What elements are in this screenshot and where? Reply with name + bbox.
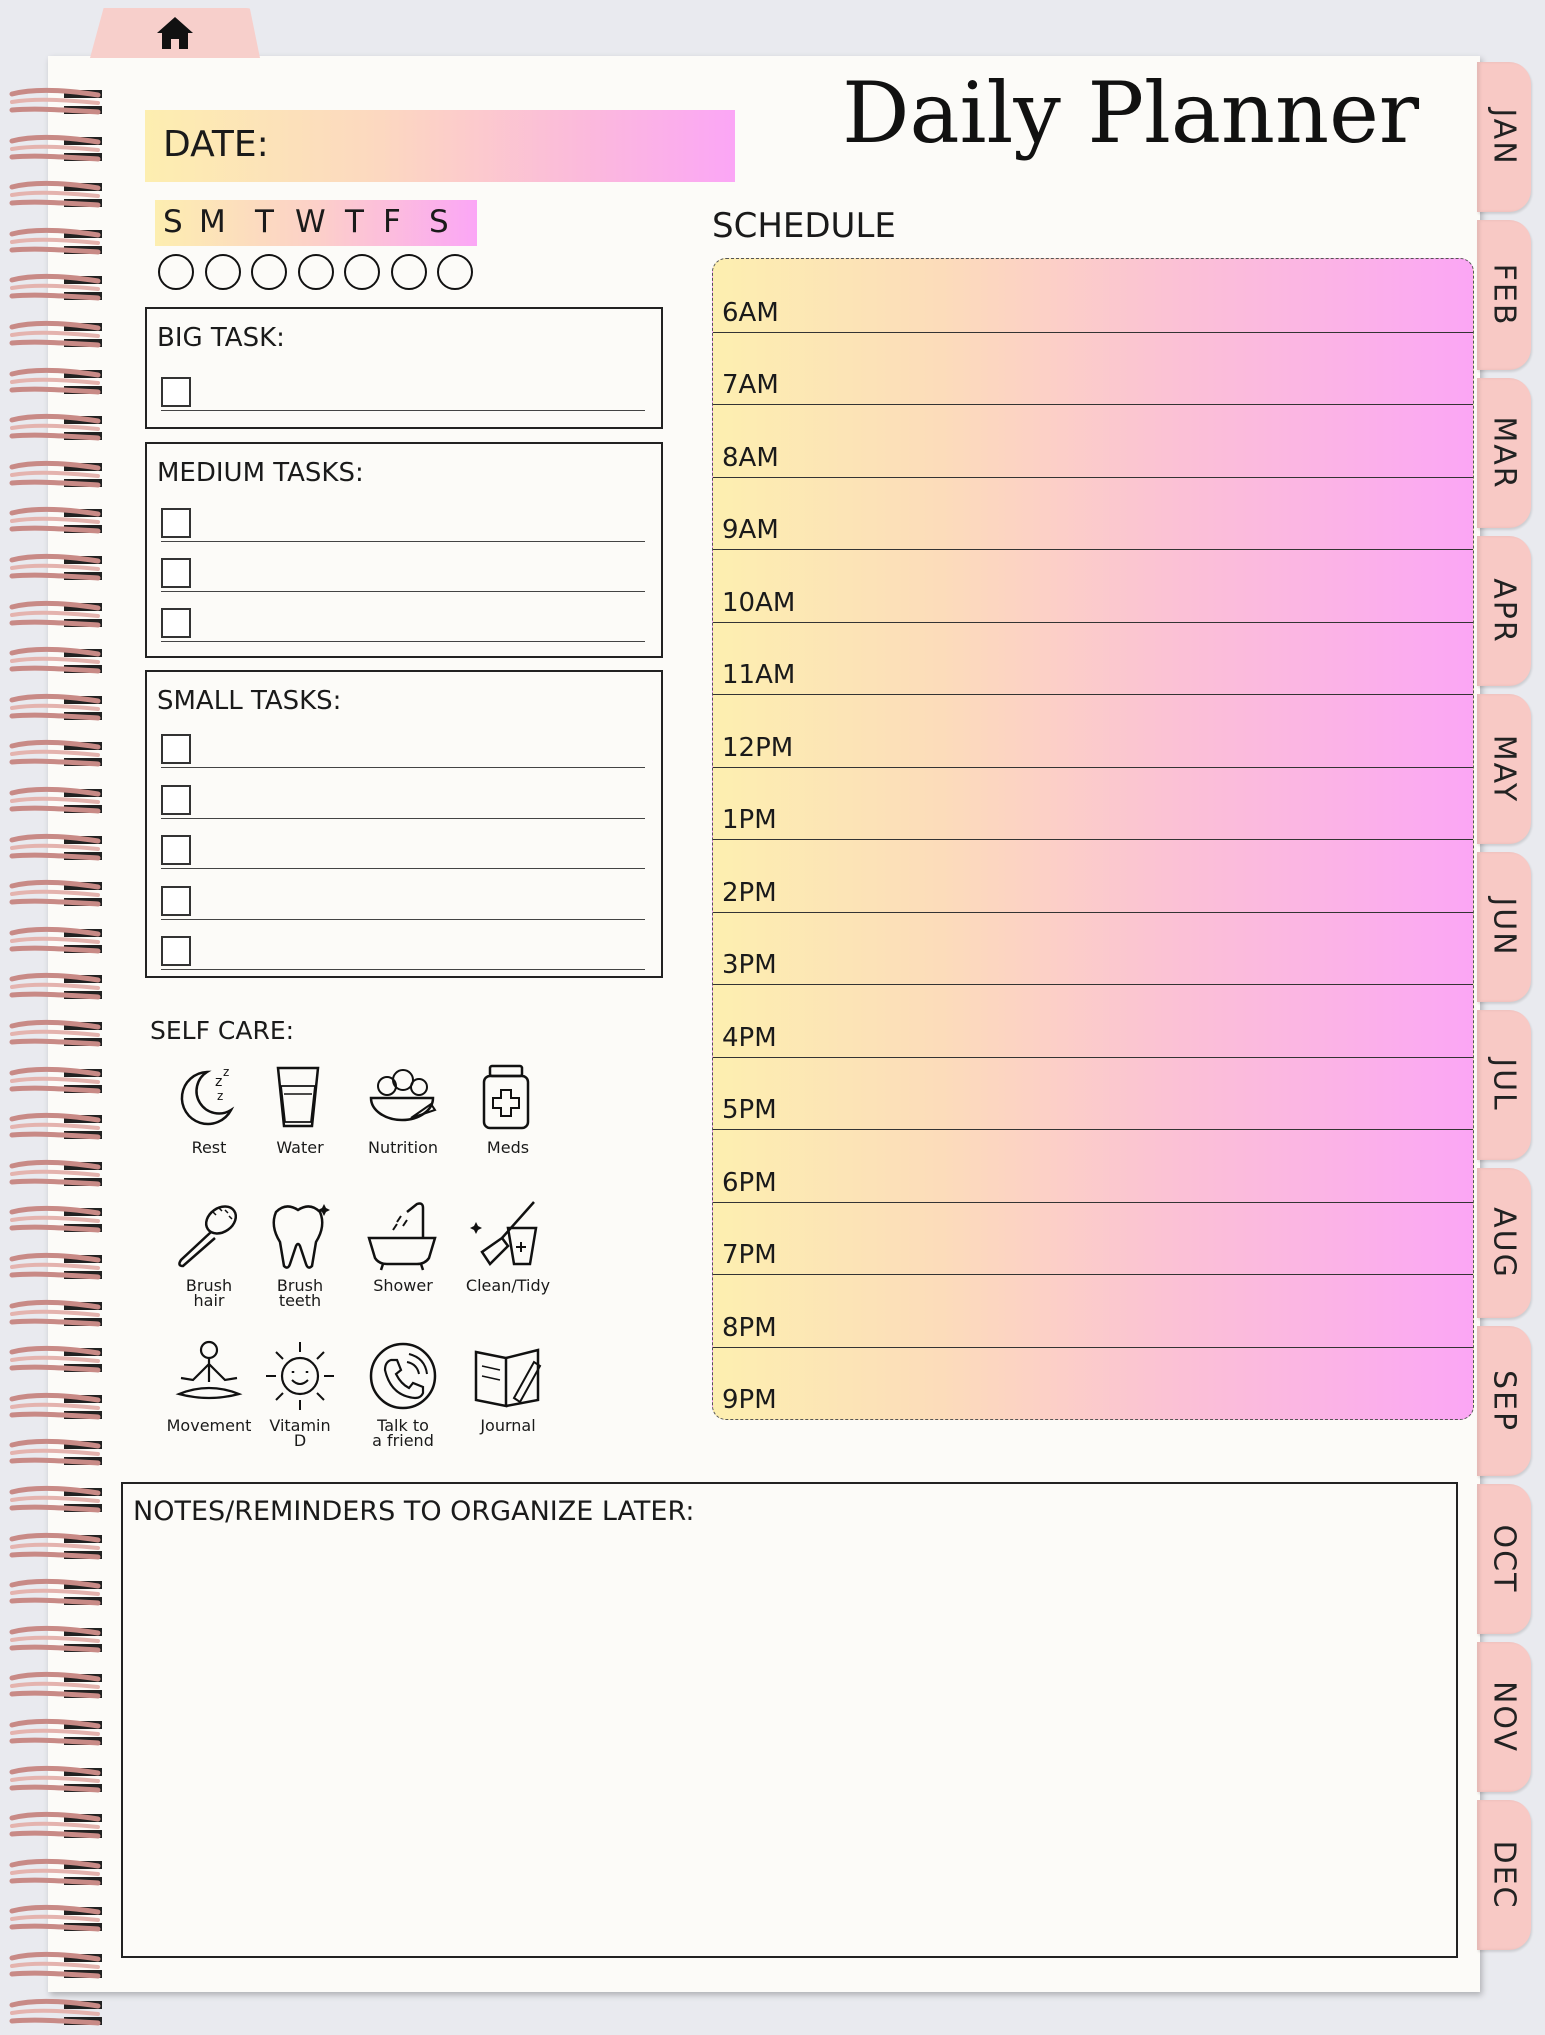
- self-care-label: Clean/Tidy: [465, 1276, 551, 1295]
- weekday-letter: M: [199, 204, 226, 240]
- binding-ring: [6, 459, 102, 493]
- open-book-icon: [468, 1338, 548, 1414]
- weekday-letter: S: [429, 204, 449, 240]
- home-icon: [155, 15, 195, 51]
- binding-ring: [6, 878, 102, 912]
- binding-ring: [6, 1670, 102, 1704]
- task-row: [161, 373, 645, 411]
- task-checkbox[interactable]: [161, 377, 191, 407]
- task-row: [161, 504, 645, 542]
- month-tab-may[interactable]: [1477, 694, 1531, 844]
- medicine-bottle-icon: [468, 1060, 548, 1136]
- month-tab-feb[interactable]: [1477, 220, 1531, 370]
- month-tab-sep[interactable]: [1477, 1326, 1531, 1476]
- task-line[interactable]: [161, 410, 645, 411]
- binding-ring: [6, 1111, 102, 1145]
- task-line[interactable]: [161, 641, 645, 642]
- binding-ring: [6, 1204, 102, 1238]
- bathtub-icon: [363, 1198, 443, 1274]
- binding-ring: [6, 1857, 102, 1891]
- month-label: FEB: [1486, 263, 1522, 327]
- self-care-item[interactable]: [448, 1198, 568, 1293]
- schedule-time-label: 11AM: [722, 660, 796, 690]
- hairbrush-icon: [169, 1198, 249, 1274]
- schedule-slot[interactable]: [713, 332, 1473, 406]
- weekday-letter: T: [345, 204, 364, 240]
- schedule-slot[interactable]: [713, 912, 1473, 986]
- binding-ring: [6, 179, 102, 213]
- month-tab-dec[interactable]: [1477, 1800, 1531, 1950]
- binding-ring: [6, 1624, 102, 1658]
- task-line[interactable]: [161, 591, 645, 592]
- self-care-item[interactable]: [343, 1338, 463, 1448]
- schedule-box: [712, 258, 1474, 1420]
- binding-ring: [6, 1298, 102, 1332]
- schedule-slot[interactable]: [713, 404, 1473, 478]
- self-care-item[interactable]: [448, 1338, 568, 1433]
- schedule-time-label: 12PM: [722, 732, 794, 763]
- spiral-binding: [6, 86, 102, 1966]
- self-care-label: Journal: [480, 1416, 536, 1435]
- self-care-label: Nutrition: [367, 1138, 439, 1157]
- binding-ring: [6, 505, 102, 539]
- self-care-item[interactable]: [448, 1060, 568, 1155]
- binding-ring: [6, 925, 102, 959]
- self-care-label: Movement: [166, 1416, 252, 1435]
- schedule-time-label: 6PM: [722, 1167, 777, 1198]
- task-line[interactable]: [161, 541, 645, 542]
- schedule-time-label: 2PM: [722, 877, 777, 908]
- month-label: APR: [1486, 578, 1522, 644]
- binding-ring: [6, 1065, 102, 1099]
- weekday-strip: [155, 200, 477, 246]
- binding-ring: [6, 1577, 102, 1611]
- task-row: [161, 882, 645, 920]
- svg-text:z: z: [217, 1089, 224, 1103]
- tooth-icon: [260, 1198, 340, 1274]
- binding-ring: [6, 1484, 102, 1518]
- task-row: [161, 730, 645, 768]
- weekday-circle-checkbox[interactable]: [298, 254, 334, 290]
- schedule-slot[interactable]: [713, 694, 1473, 768]
- self-care-label: Meds: [486, 1138, 530, 1157]
- binding-ring: [6, 599, 102, 633]
- water-glass-icon: [260, 1060, 340, 1136]
- binding-ring: [6, 319, 102, 353]
- task-row: [161, 554, 645, 592]
- weekday-circle-checkbox[interactable]: [205, 254, 241, 290]
- schedule-slot[interactable]: [713, 839, 1473, 913]
- notes-title: NOTES/REMINDERS TO ORGANIZE LATER:: [133, 1496, 695, 1527]
- schedule-slot[interactable]: [713, 1129, 1473, 1203]
- task-line[interactable]: [161, 767, 645, 768]
- task-line[interactable]: [161, 969, 645, 970]
- self-care-label: Rest: [191, 1138, 227, 1157]
- schedule-slot[interactable]: [713, 1202, 1473, 1276]
- task-line[interactable]: [161, 818, 645, 819]
- binding-ring: [6, 1717, 102, 1751]
- schedule-slot[interactable]: [713, 984, 1473, 1058]
- schedule-slot[interactable]: [713, 1274, 1473, 1348]
- binding-ring: [6, 412, 102, 446]
- binding-ring: [6, 1391, 102, 1425]
- month-tab-oct[interactable]: [1477, 1484, 1531, 1634]
- month-label: JAN: [1486, 108, 1522, 166]
- month-tab-jun[interactable]: [1477, 852, 1531, 1002]
- schedule-slot[interactable]: [713, 477, 1473, 551]
- month-label: JUL: [1486, 1058, 1522, 1112]
- schedule-slot[interactable]: [713, 549, 1473, 623]
- month-label: DEC: [1486, 1840, 1522, 1910]
- schedule-time-label: 6AM: [722, 297, 779, 328]
- schedule-time-label: 8AM: [722, 442, 779, 473]
- task-checkbox[interactable]: [161, 734, 191, 764]
- phone-icon: [363, 1338, 443, 1414]
- self-care-label: Water: [276, 1138, 324, 1157]
- weekday-circle-checkbox[interactable]: [391, 254, 427, 290]
- big-task-box: [145, 307, 663, 429]
- weekday-circle-checkbox[interactable]: [158, 254, 194, 290]
- month-tab-apr[interactable]: [1477, 536, 1531, 686]
- notes-box[interactable]: [121, 1482, 1458, 1958]
- month-tab-aug[interactable]: [1477, 1168, 1531, 1318]
- binding-ring: [6, 226, 102, 260]
- binding-ring: [6, 645, 102, 679]
- binding-ring: [6, 785, 102, 819]
- weekday-letter: T: [255, 204, 274, 240]
- binding-ring: [6, 552, 102, 586]
- binding-ring: [6, 1997, 102, 2031]
- self-care-item[interactable]: [240, 1198, 360, 1308]
- binding-ring: [6, 86, 102, 120]
- task-checkbox[interactable]: [161, 508, 191, 538]
- self-care-title: SELF CARE:: [150, 1016, 295, 1045]
- binding-ring: [6, 1903, 102, 1937]
- task-checkbox[interactable]: [161, 835, 191, 865]
- page-title: Daily Planner: [842, 64, 1419, 162]
- month-tab-jul[interactable]: [1477, 1010, 1531, 1160]
- self-care-item[interactable]: [240, 1338, 360, 1448]
- task-checkbox[interactable]: [161, 608, 191, 638]
- schedule-time-label: 1PM: [722, 805, 777, 835]
- schedule-slot[interactable]: [713, 622, 1473, 696]
- big-task-title: BIG TASK:: [157, 323, 285, 353]
- month-label: OCT: [1486, 1524, 1522, 1594]
- month-tab-jan[interactable]: [1477, 62, 1531, 212]
- schedule-slot[interactable]: [713, 259, 1473, 333]
- self-care-label: Brush teeth: [276, 1276, 324, 1310]
- binding-ring: [6, 272, 102, 306]
- food-bowl-icon: [363, 1060, 443, 1136]
- small-tasks-title: SMALL TASKS:: [157, 686, 342, 716]
- schedule-slot[interactable]: [713, 1347, 1473, 1420]
- schedule-title: SCHEDULE: [712, 206, 896, 246]
- binding-ring: [6, 738, 102, 772]
- month-label: JUN: [1486, 897, 1522, 957]
- task-row: [161, 781, 645, 819]
- self-care-item[interactable]: [343, 1198, 463, 1293]
- broom-bucket-icon: [468, 1198, 548, 1274]
- binding-ring: [6, 366, 102, 400]
- small-tasks-box: [145, 670, 663, 978]
- month-label: AUG: [1486, 1207, 1522, 1279]
- task-checkbox[interactable]: [161, 785, 191, 815]
- schedule-time-label: 7PM: [722, 1240, 777, 1270]
- binding-ring: [6, 1437, 102, 1471]
- binding-ring: [6, 1158, 102, 1192]
- binding-ring: [6, 1251, 102, 1285]
- schedule-slot[interactable]: [713, 1057, 1473, 1131]
- weekday-letter: W: [295, 204, 326, 240]
- binding-ring: [6, 1344, 102, 1378]
- month-tab-mar[interactable]: [1477, 378, 1531, 528]
- task-line[interactable]: [161, 868, 645, 869]
- month-label: SEP: [1486, 1369, 1522, 1433]
- binding-ring: [6, 1810, 102, 1844]
- sun-icon: [260, 1338, 340, 1414]
- self-care-label: Vitamin D: [269, 1416, 331, 1450]
- month-tab-nov[interactable]: [1477, 1642, 1531, 1792]
- schedule-time-label: 4PM: [722, 1022, 777, 1053]
- month-label: NOV: [1486, 1680, 1522, 1754]
- medium-tasks-title: MEDIUM TASKS:: [157, 458, 364, 488]
- date-label: DATE:: [163, 124, 269, 165]
- svg-text:z: z: [215, 1074, 223, 1090]
- weekday-circle-checkbox[interactable]: [251, 254, 287, 290]
- home-tab[interactable]: [90, 8, 260, 58]
- schedule-time-label: 3PM: [722, 950, 777, 980]
- self-care-label: Talk to a friend: [372, 1416, 434, 1450]
- task-row: [161, 604, 645, 642]
- moon-sleep-icon: [169, 1060, 249, 1136]
- schedule-time-label: 7AM: [722, 370, 779, 400]
- month-label: MAR: [1486, 416, 1522, 490]
- binding-ring: [6, 1950, 102, 1984]
- binding-ring: [6, 133, 102, 167]
- task-checkbox[interactable]: [161, 886, 191, 916]
- binding-ring: [6, 1764, 102, 1798]
- self-care-label: Brush hair: [185, 1276, 233, 1310]
- schedule-time-label: 8PM: [722, 1312, 777, 1343]
- self-care-item[interactable]: [343, 1060, 463, 1155]
- binding-ring: [6, 1531, 102, 1565]
- schedule-time-label: 5PM: [722, 1095, 777, 1125]
- binding-ring: [6, 692, 102, 726]
- schedule-time-label: 9AM: [722, 515, 779, 545]
- binding-ring: [6, 971, 102, 1005]
- schedule-slot[interactable]: [713, 767, 1473, 841]
- date-field[interactable]: [145, 110, 735, 182]
- schedule-time-label: 9PM: [722, 1385, 777, 1415]
- binding-ring: [6, 1018, 102, 1052]
- task-checkbox[interactable]: [161, 936, 191, 966]
- weekday-letter: F: [383, 204, 401, 240]
- month-tabs: [1477, 62, 1533, 1962]
- weekday-circle-checkbox[interactable]: [437, 254, 473, 290]
- medium-tasks-box: [145, 442, 663, 658]
- self-care-item[interactable]: [240, 1060, 360, 1155]
- meditation-icon: [169, 1338, 249, 1414]
- svg-text:z: z: [223, 1065, 230, 1079]
- task-row: [161, 932, 645, 970]
- schedule-time-label: 10AM: [722, 587, 796, 618]
- self-care-label: Shower: [373, 1276, 433, 1295]
- weekday-letter: S: [163, 204, 183, 240]
- task-checkbox[interactable]: [161, 558, 191, 588]
- binding-ring: [6, 832, 102, 866]
- month-label: MAY: [1486, 734, 1522, 804]
- task-row: [161, 831, 645, 869]
- task-line[interactable]: [161, 919, 645, 920]
- weekday-circle-checkbox[interactable]: [344, 254, 380, 290]
